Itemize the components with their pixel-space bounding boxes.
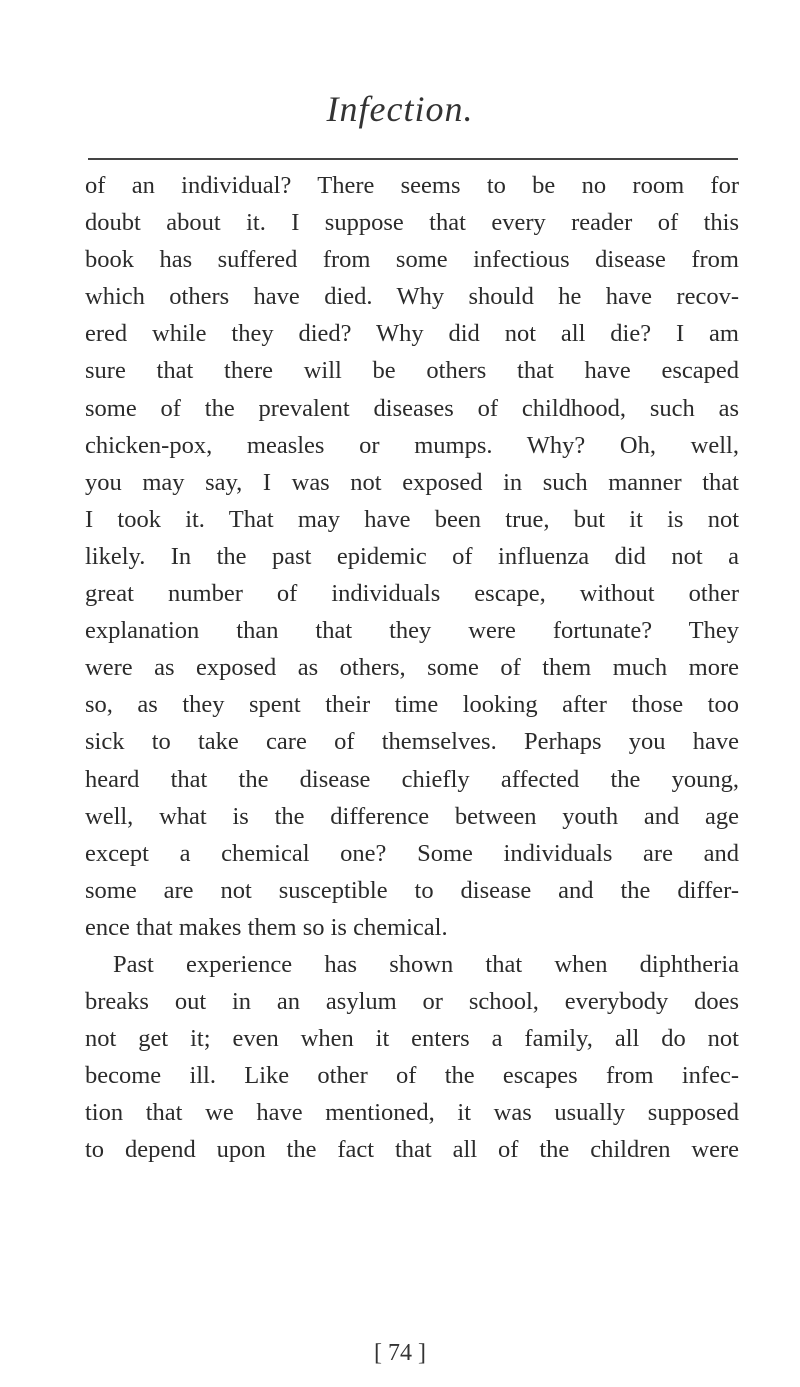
text-line: which others have died. Why should he have recov- <box>85 283 739 311</box>
text-line: some are not susceptible to disease and the differ- <box>85 876 739 904</box>
text-line: chicken-pox, measles or mumps. Why? Oh, well, <box>85 431 739 459</box>
text-line: sure that there will be others that have escaped <box>85 357 739 385</box>
text-line-paragraph-start: Past experience has shown that when diphtheria <box>113 950 739 978</box>
text-line: not get it; even when it enters a family, all do not <box>85 1025 739 1053</box>
text-line: book has suffered from some infectious disease from <box>85 246 739 274</box>
text-line: of an individual? There seems to be no room for <box>85 172 739 199</box>
header-rule <box>88 158 738 160</box>
text-line: explanation than that they were fortunate? They <box>85 617 739 645</box>
text-line: great number of individuals escape, without other <box>85 580 739 608</box>
text-line-paragraph-end: ence that makes them so is chemical. <box>85 913 448 941</box>
text-line: breaks out in an asylum or school, everybody does <box>85 988 739 1016</box>
text-line: except a chemical one? Some individuals are and <box>85 839 739 867</box>
text-line: tion that we have mentioned, it was usually supposed <box>85 1099 739 1127</box>
text-line: doubt about it. I suppose that every reader of this <box>85 209 739 237</box>
text-line: to depend upon the fact that all of the children were <box>85 1136 739 1164</box>
text-line: were as exposed as others, some of them much more <box>85 654 739 682</box>
text-line: sick to take care of themselves. Perhaps you have <box>85 728 739 756</box>
text-line: become ill. Like other of the escapes from infec- <box>85 1062 739 1090</box>
text-line: I took it. That may have been true, but it is not <box>85 505 739 533</box>
text-line: so, as they spent their time looking after those too <box>85 691 739 719</box>
page-number: [ 74 ] <box>374 1340 426 1366</box>
text-line: heard that the disease chiefly affected the young, <box>85 765 739 793</box>
text-line: ered while they died? Why did not all die? I am <box>85 320 739 348</box>
running-head: Infection. <box>326 89 474 129</box>
text-line: likely. In the past epidemic of influenza did not a <box>85 542 739 570</box>
body-text <box>85 167 739 1169</box>
text-line: you may say, I was not exposed in such manner that <box>85 468 739 496</box>
text-line: some of the prevalent diseases of childhood, such as <box>85 394 739 422</box>
text-line: well, what is the difference between youth and age <box>85 802 739 830</box>
